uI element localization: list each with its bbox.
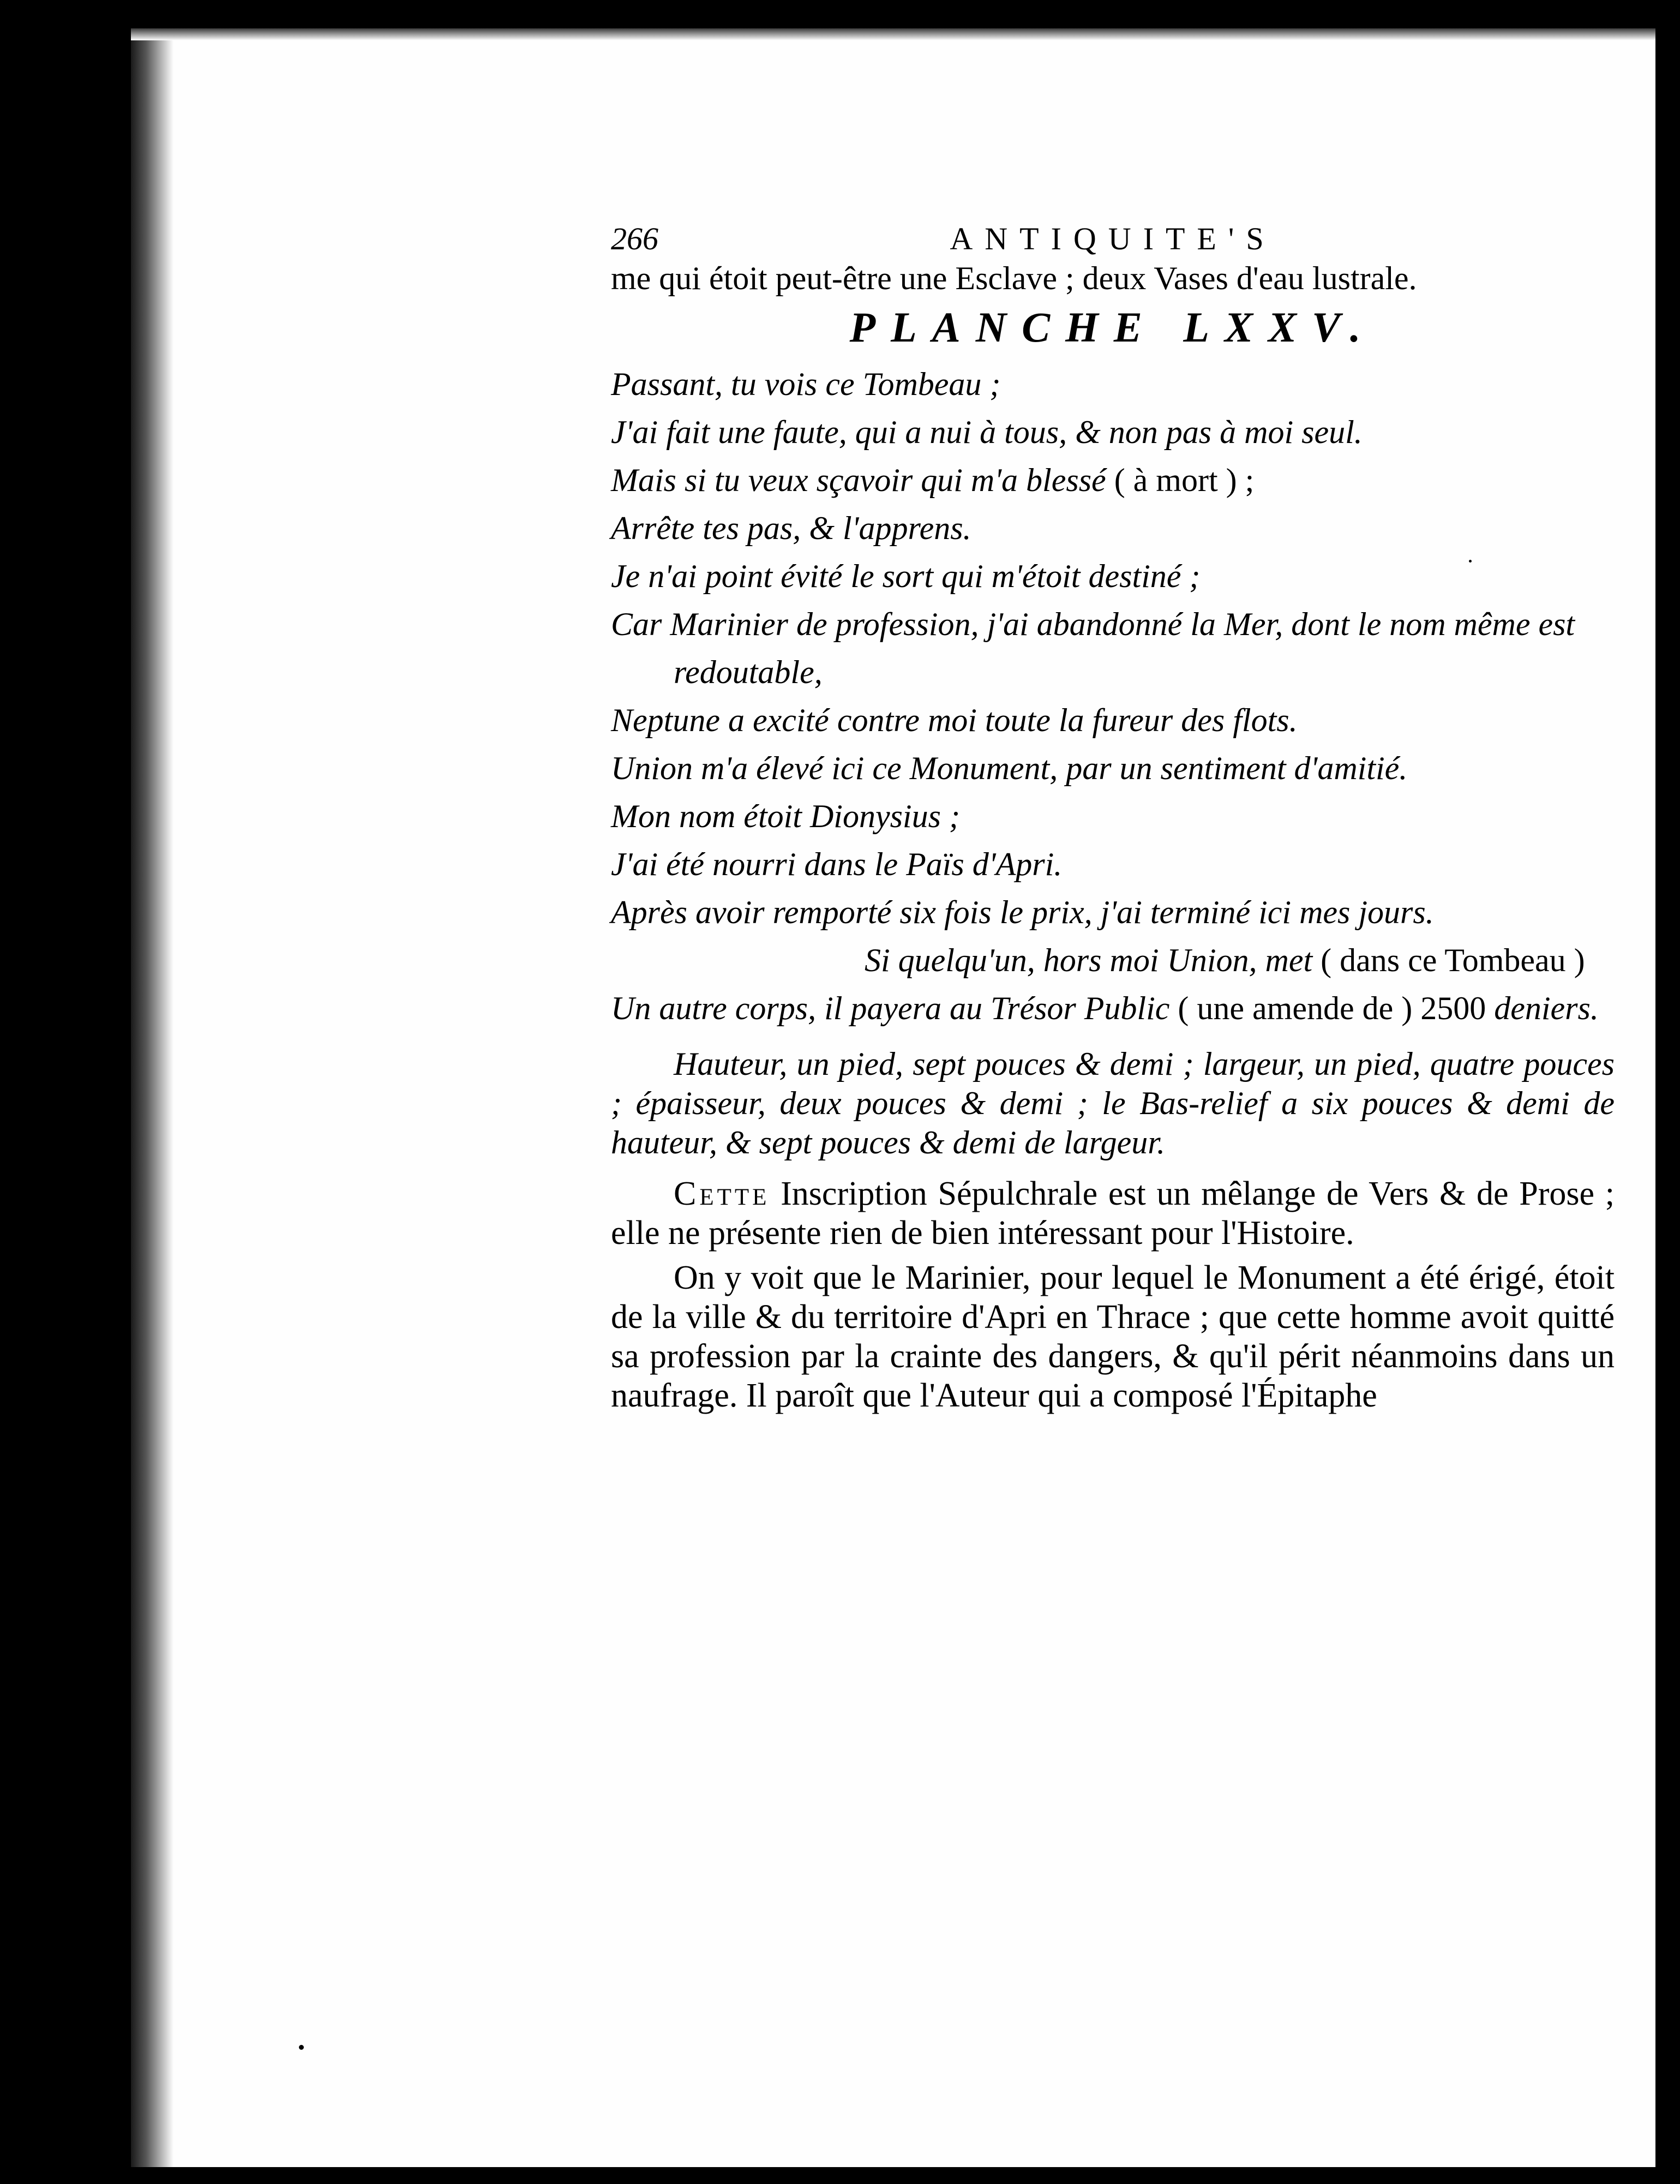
inscription-verse [611, 360, 1615, 1032]
gutter-shadow [131, 28, 173, 2167]
verse-line [611, 840, 1615, 888]
margin-speck [1469, 560, 1472, 563]
verse-line [611, 744, 1615, 792]
verse-italic-segment: Union m'a élevé ici ce Monument, par un sentiment d'amitié. [611, 750, 1408, 786]
commentary-paragraph-1 [611, 1174, 1615, 1253]
verse-line [611, 408, 1615, 456]
verse-line [611, 504, 1615, 552]
commentary-paragraph-2 [611, 1258, 1615, 1415]
verse-italic-segment: deniers. [1486, 990, 1599, 1026]
plate-heading: PLANCHE LXXV. [849, 303, 1376, 351]
verse-italic-segment: Neptune a excité contre moi toute la fureur des flots. [611, 702, 1298, 738]
verse-line [611, 360, 1615, 408]
verse-line [611, 936, 1615, 984]
running-title: ANTIQUITE'S [950, 221, 1276, 256]
verse-roman-segment: ( à mort ) ; [1106, 462, 1255, 498]
paragraph-body: Inscription Sépulchrale est un mêlange de Vers & de Prose ; elle ne présente rien de bien intéressant pour l'Histoire. [611, 1175, 1615, 1252]
verse-line [611, 984, 1615, 1032]
verse-italic-segment: Mais si tu veux sçavoir qui m'a blessé [611, 462, 1106, 498]
verse-italic-segment: J'ai fait une faute, qui a nui à tous, & non pas à moi seul. [611, 414, 1363, 450]
verse-italic-segment: Si quelqu'un, hors moi Union, met [865, 942, 1313, 978]
verse-italic-segment: Car Marinier de profession, j'ai abandonné la Mer, dont le nom même est redoutable, [611, 606, 1575, 690]
verse-line [611, 792, 1615, 840]
verse-italic-segment: Arrête tes pas, & l'apprens. [611, 510, 971, 546]
dimensions-paragraph: Hauteur, un pied, sept pouces & demi ; largeur, un pied, quatre pouces ; épaisseur, deux pouces & demi ; le Bas-relief a six pouces & demi de hauteur, & sept pouces & demi de largeur. [611, 1046, 1615, 1160]
top-edge-shadow [131, 28, 1655, 40]
verse-italic-segment: Un autre corps, il payera au Trésor Public [611, 990, 1170, 1026]
paragraph-lead-word: Cette [674, 1175, 770, 1212]
margin-speck [299, 2045, 304, 2050]
page-number: 266 [611, 221, 658, 256]
paragraph-body: On y voit que le Marinier, pour lequel le Monument a été érigé, étoit de la ville & du territoire d'Apri en Thrace ; que cette homme avoit quitté sa profession par la crainte des dangers, & qu'il périt néanmoins dans un naufrage. Il paroît que l'Auteur qui a composé l'Épitaphe [611, 1259, 1615, 1414]
verse-line [611, 888, 1615, 936]
book-page [131, 28, 1655, 2167]
verse-italic-segment: Mon nom étoit Dionysius ; [611, 798, 960, 834]
verse-italic-segment: J'ai été nourri dans le Païs d'Apri. [611, 846, 1063, 882]
verse-line [611, 456, 1615, 504]
verse-line [611, 600, 1615, 696]
verse-roman-segment: ( une amende de ) 2500 [1169, 990, 1486, 1026]
verse-italic-segment: Après avoir remporté six fois le prix, j'ai terminé ici mes jours. [611, 894, 1434, 930]
text-block [611, 219, 1615, 1415]
verse-italic-segment: Je n'ai point évité le sort qui m'étoit destiné ; [611, 558, 1201, 594]
intro-paragraph: me qui étoit peut-être une Esclave ; deux Vases d'eau lustrale. [611, 260, 1417, 296]
verse-line [611, 696, 1615, 744]
verse-italic-segment: Passant, tu vois ce Tombeau ; [611, 366, 1001, 402]
verse-roman-segment: ( dans ce Tombeau ) [1312, 942, 1585, 978]
verse-line [611, 552, 1615, 600]
running-head [611, 219, 1615, 259]
